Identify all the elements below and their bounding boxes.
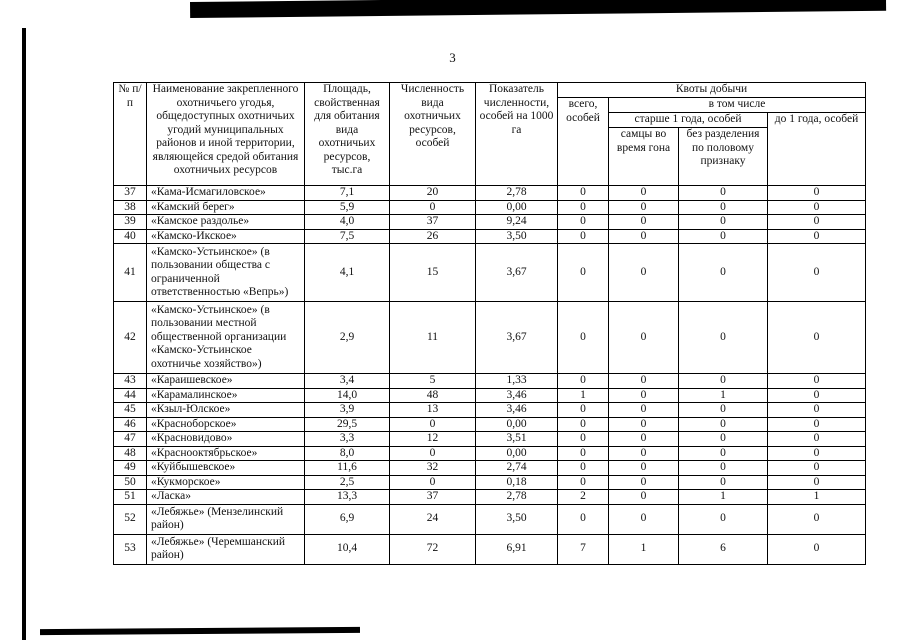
quota-total: 0 [558,504,609,534]
row-number: 53 [114,534,147,564]
table-row [114,200,866,215]
quota-under1: 0 [768,186,866,201]
quota-males-rut: 0 [609,388,679,403]
hunting-ground-name: «Карамалинское» [147,388,305,403]
area-value: 3,3 [305,432,390,447]
density-value: 0,00 [476,417,558,432]
quota-males-rut: 0 [609,461,679,476]
quota-no-sex: 0 [679,200,768,215]
area-value: 7,5 [305,229,390,244]
header-name: Наименование закрепленного охотничьего угодья, общедоступных охотничьих угодий муниципальных районов и иной территории, являющейся средой обитания охотничьих ресурсов [147,83,305,186]
density-value: 2,74 [476,461,558,476]
quota-males-rut: 0 [609,215,679,230]
area-value: 6,9 [305,504,390,534]
header-including: в том числе [609,98,866,113]
table-row [114,388,866,403]
density-value: 3,51 [476,432,558,447]
quota-total: 0 [558,403,609,418]
row-number: 46 [114,417,147,432]
density-value: 6,91 [476,534,558,564]
hunting-ground-name: «Краснооктябрьское» [147,446,305,461]
row-number: 41 [114,244,147,302]
quota-under1: 0 [768,432,866,447]
population-value: 12 [390,432,476,447]
quota-total: 0 [558,374,609,389]
table-row [114,475,866,490]
quota-males-rut: 0 [609,302,679,374]
density-value: 3,67 [476,302,558,374]
scan-border-left [22,28,26,640]
quota-total: 0 [558,432,609,447]
density-value: 3,46 [476,388,558,403]
header-no-sex: без разделения по половому признаку [679,128,768,186]
area-value: 2,9 [305,302,390,374]
hunting-ground-name: «Ласка» [147,490,305,505]
quota-total: 0 [558,417,609,432]
row-number: 40 [114,229,147,244]
population-value: 15 [390,244,476,302]
population-value: 26 [390,229,476,244]
scan-border-bottom [40,627,360,635]
table-row [114,504,866,534]
quota-no-sex: 0 [679,186,768,201]
quota-under1: 0 [768,388,866,403]
quota-no-sex: 0 [679,432,768,447]
quota-males-rut: 0 [609,432,679,447]
population-value: 0 [390,446,476,461]
quota-males-rut: 0 [609,417,679,432]
population-value: 20 [390,186,476,201]
hunting-ground-name: «Кукморское» [147,475,305,490]
density-value: 0,18 [476,475,558,490]
table-row [114,403,866,418]
quota-total: 0 [558,302,609,374]
quota-under1: 0 [768,403,866,418]
area-value: 14,0 [305,388,390,403]
row-number: 52 [114,504,147,534]
quota-no-sex: 0 [679,461,768,476]
quota-total: 0 [558,215,609,230]
header-num: № п/п [114,83,147,186]
hunting-ground-name: «Камско-Икское» [147,229,305,244]
row-number: 38 [114,200,147,215]
area-value: 8,0 [305,446,390,461]
population-value: 32 [390,461,476,476]
quota-no-sex: 0 [679,446,768,461]
header-quotas: Квоты добычи [558,83,866,98]
quota-males-rut: 0 [609,504,679,534]
density-value: 2,78 [476,186,558,201]
row-number: 37 [114,186,147,201]
quota-no-sex: 0 [679,417,768,432]
quota-no-sex: 6 [679,534,768,564]
quota-under1: 0 [768,200,866,215]
quota-males-rut: 0 [609,403,679,418]
population-value: 5 [390,374,476,389]
table-row [114,374,866,389]
area-value: 11,6 [305,461,390,476]
area-value: 13,3 [305,490,390,505]
row-number: 39 [114,215,147,230]
quota-under1: 0 [768,461,866,476]
quota-total: 0 [558,446,609,461]
quota-under1: 0 [768,534,866,564]
density-value: 1,33 [476,374,558,389]
quota-under1: 0 [768,244,866,302]
table-row [114,490,866,505]
table-row [114,244,866,302]
row-number: 51 [114,490,147,505]
population-value: 13 [390,403,476,418]
row-number: 50 [114,475,147,490]
area-value: 3,4 [305,374,390,389]
quota-total: 0 [558,200,609,215]
quota-under1: 0 [768,215,866,230]
header-total: всего, особей [558,98,609,186]
quota-males-rut: 0 [609,475,679,490]
quota-males-rut: 0 [609,244,679,302]
density-value: 0,00 [476,200,558,215]
quota-males-rut: 1 [609,534,679,564]
quota-no-sex: 0 [679,215,768,230]
quota-males-rut: 0 [609,490,679,505]
header-males-rut: самцы во время гона [609,128,679,186]
header-density: Показатель численности, особей на 1000 га [476,83,558,186]
quota-no-sex: 0 [679,475,768,490]
density-value: 2,78 [476,490,558,505]
quota-no-sex: 0 [679,374,768,389]
quota-under1: 0 [768,374,866,389]
quota-total: 0 [558,475,609,490]
area-value: 10,4 [305,534,390,564]
header-area: Площадь, свойственная для обитания вида охотничьих ресурсов, тыс.га [305,83,390,186]
hunting-ground-name: «Караишевское» [147,374,305,389]
table-row [114,432,866,447]
table-row [114,461,866,476]
density-value: 0,00 [476,446,558,461]
row-number: 48 [114,446,147,461]
density-value: 3,50 [476,504,558,534]
row-number: 42 [114,302,147,374]
population-value: 48 [390,388,476,403]
quota-no-sex: 0 [679,302,768,374]
quota-no-sex: 0 [679,244,768,302]
row-number: 49 [114,461,147,476]
row-number: 45 [114,403,147,418]
quota-males-rut: 0 [609,229,679,244]
quota-total: 7 [558,534,609,564]
population-value: 0 [390,417,476,432]
quota-total: 1 [558,388,609,403]
row-number: 43 [114,374,147,389]
hunting-ground-name: «Лебяжье» (Мензелинский район) [147,504,305,534]
quota-total: 0 [558,461,609,476]
hunting-ground-name: «Куйбышевское» [147,461,305,476]
quota-males-rut: 0 [609,374,679,389]
hunting-ground-name: «Красноборское» [147,417,305,432]
quota-under1: 0 [768,229,866,244]
area-value: 29,5 [305,417,390,432]
area-value: 3,9 [305,403,390,418]
hunting-ground-name: «Кзыл-Юлское» [147,403,305,418]
quota-no-sex: 1 [679,490,768,505]
population-value: 0 [390,200,476,215]
population-value: 0 [390,475,476,490]
population-value: 24 [390,504,476,534]
quota-under1: 0 [768,417,866,432]
quota-under1: 1 [768,490,866,505]
quota-total: 0 [558,186,609,201]
quota-under1: 0 [768,475,866,490]
population-value: 72 [390,534,476,564]
area-value: 2,5 [305,475,390,490]
quota-no-sex: 0 [679,504,768,534]
page-number: 3 [449,50,456,65]
density-value: 3,67 [476,244,558,302]
population-value: 11 [390,302,476,374]
population-value: 37 [390,215,476,230]
quota-no-sex: 1 [679,388,768,403]
quota-no-sex: 0 [679,403,768,418]
table-row [114,229,866,244]
density-value: 3,46 [476,403,558,418]
header-under1: до 1 года, особей [768,113,866,186]
hunting-ground-name: «Лебяжье» (Черемшанский район) [147,534,305,564]
quota-under1: 0 [768,446,866,461]
density-value: 9,24 [476,215,558,230]
header-population: Численность вида охотничьих ресурсов, особей [390,83,476,186]
table-row [114,417,866,432]
area-value: 7,1 [305,186,390,201]
area-value: 4,0 [305,215,390,230]
quota-males-rut: 0 [609,200,679,215]
quota-under1: 0 [768,302,866,374]
table-row [114,302,866,374]
hunting-ground-name: «Камско-Устьинское» (в пользовании общества с ограниченной ответственностью «Вепрь») [147,244,305,302]
population-value: 37 [390,490,476,505]
quota-total: 0 [558,229,609,244]
area-value: 4,1 [305,244,390,302]
quota-total: 2 [558,490,609,505]
hunting-ground-name: «Красновидово» [147,432,305,447]
quota-table [113,82,866,565]
quota-total: 0 [558,244,609,302]
header-older: старше 1 года, особей [609,113,768,128]
table-row [114,534,866,564]
table-row [114,215,866,230]
density-value: 3,50 [476,229,558,244]
quota-under1: 0 [768,504,866,534]
quota-males-rut: 0 [609,186,679,201]
hunting-ground-name: «Камский берег» [147,200,305,215]
table-row [114,446,866,461]
area-value: 5,9 [305,200,390,215]
hunting-ground-name: «Камско-Устьинское» (в пользовании местной общественной организации «Камско-Устьинское охотничье хозяйство») [147,302,305,374]
row-number: 47 [114,432,147,447]
scan-border-top [190,0,886,18]
quota-males-rut: 0 [609,446,679,461]
table-row [114,186,866,201]
quota-no-sex: 0 [679,229,768,244]
row-number: 44 [114,388,147,403]
hunting-ground-name: «Камское раздолье» [147,215,305,230]
hunting-ground-name: «Кама-Исмагиловское» [147,186,305,201]
